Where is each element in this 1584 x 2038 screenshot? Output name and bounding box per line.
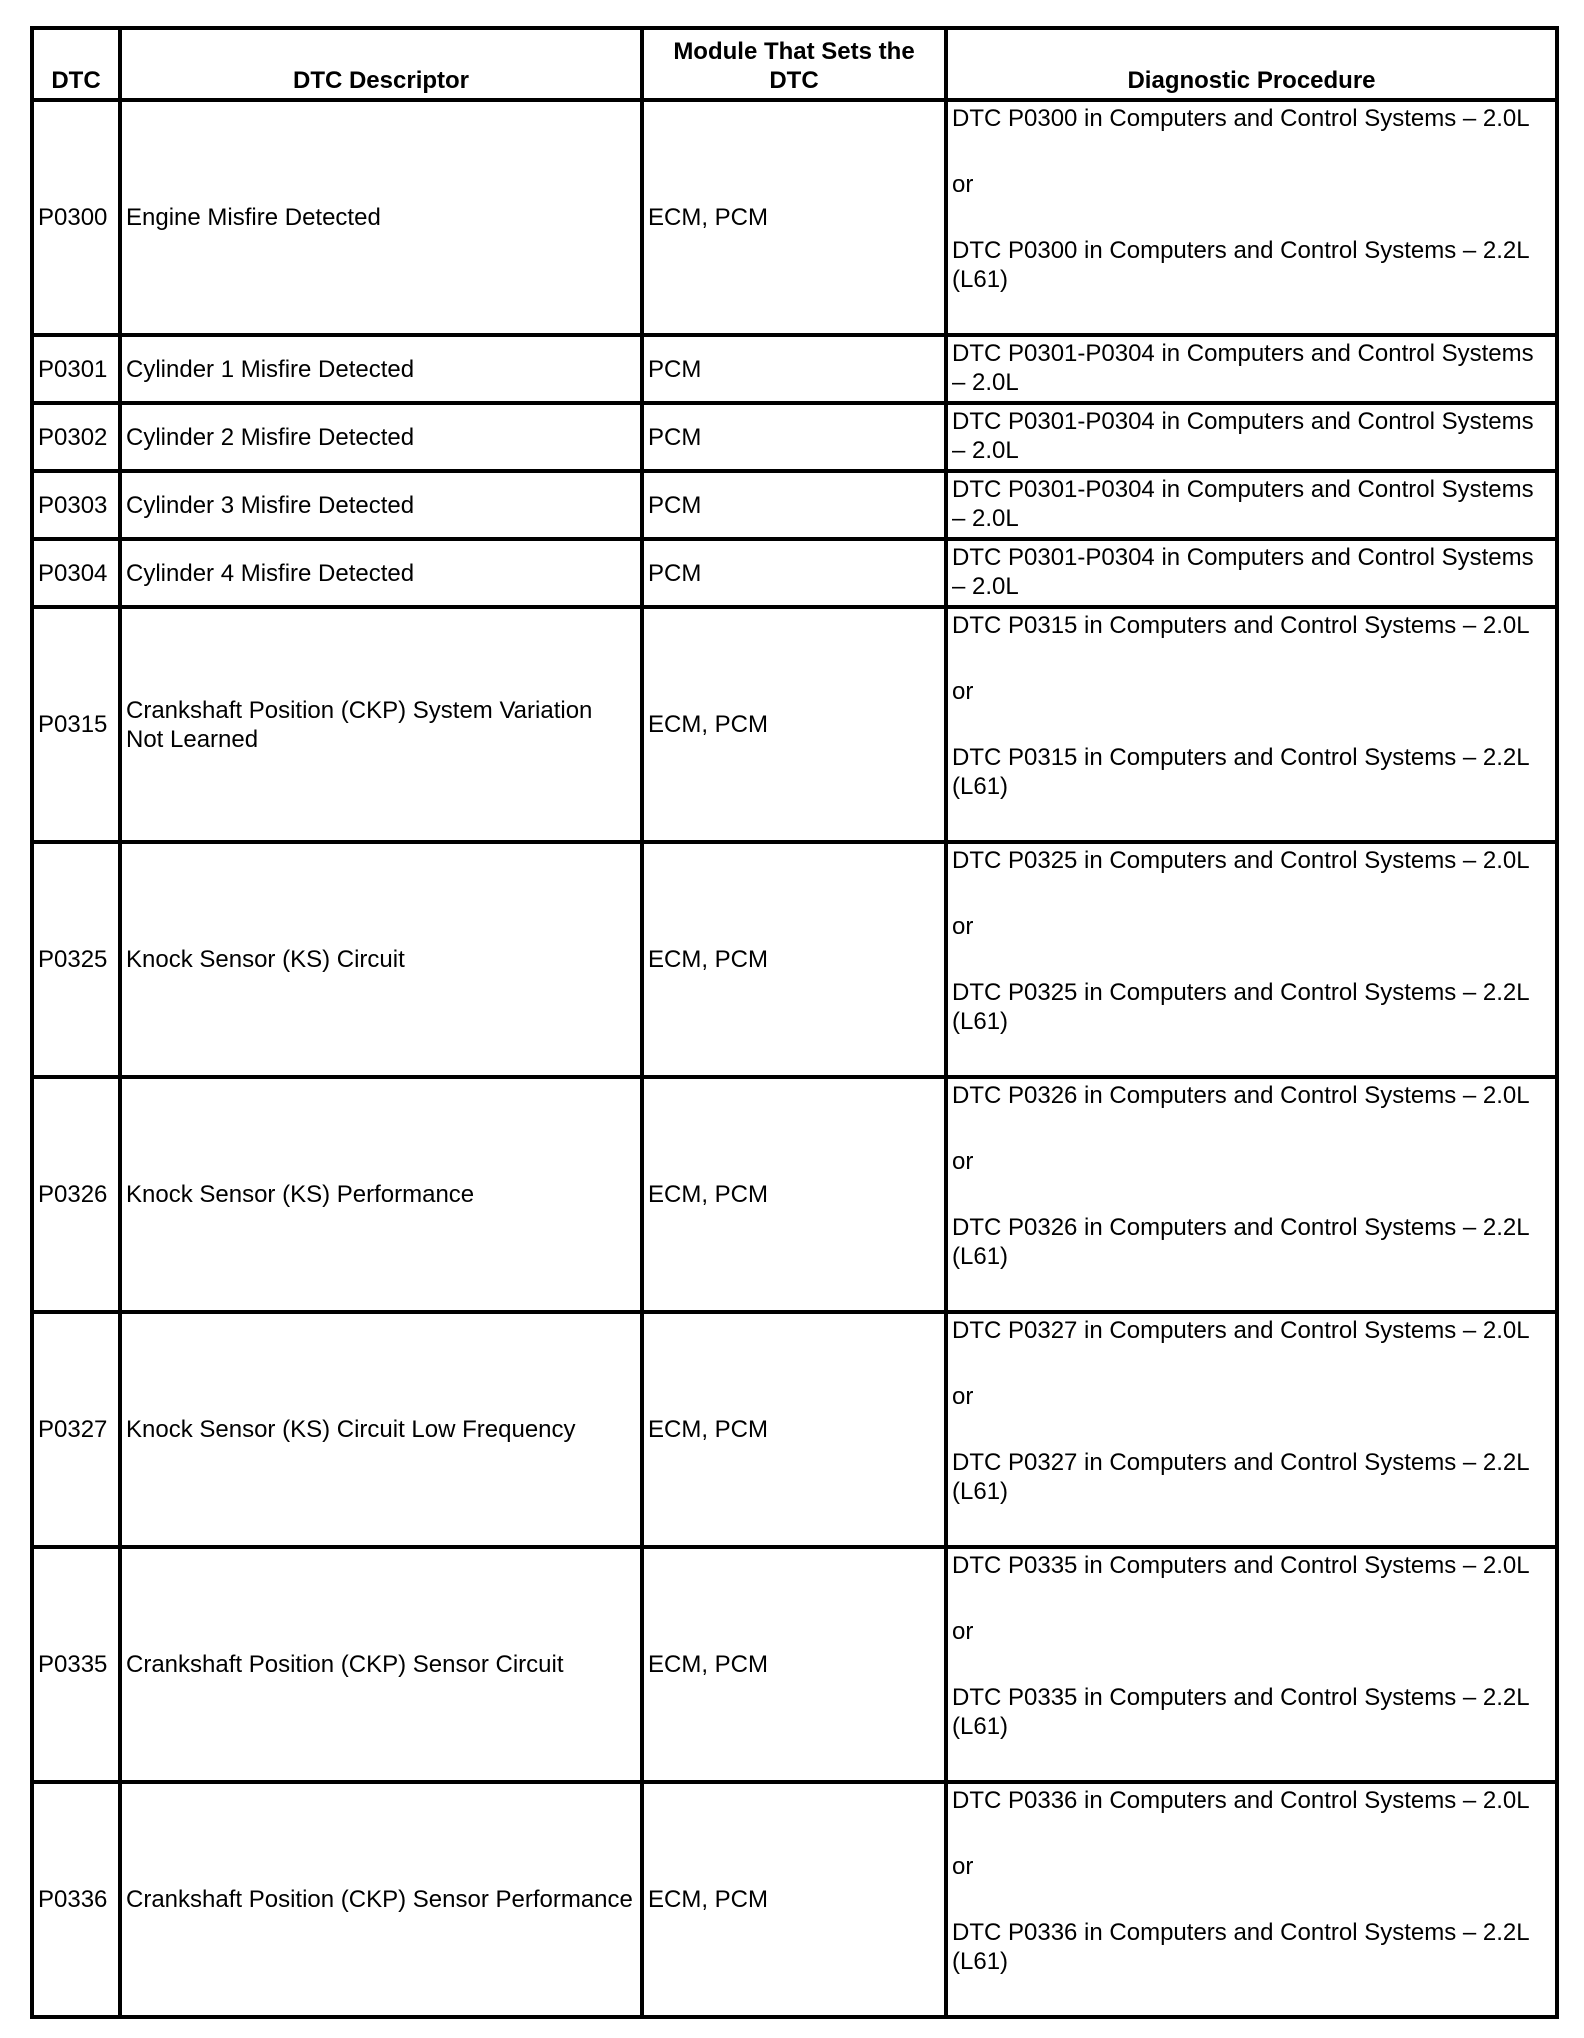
table-row xyxy=(32,1077,1557,1312)
or-separator: or xyxy=(952,1383,974,1410)
diagnostic-procedure-cell xyxy=(946,607,1557,842)
spacer xyxy=(952,941,1551,978)
procedure-link-text: DTC P0335 in Computers and Control Systems – 2.2L (L61) xyxy=(952,1684,1529,1740)
diagnostic-procedure-cell xyxy=(946,1077,1557,1312)
diagnostic-procedure-cell xyxy=(946,471,1557,539)
procedure-link-text: DTC P0300 in Computers and Control Systems – 2.0L xyxy=(952,105,1530,132)
or-separator: or xyxy=(952,1148,974,1175)
module-cell: PCM xyxy=(642,539,946,607)
diagnostic-procedure-cell xyxy=(946,1782,1557,2017)
dtc-descriptor-cell: Cylinder 3 Misfire Detected xyxy=(120,471,642,539)
spacer xyxy=(952,133,1551,170)
procedure-link-text: DTC P0327 in Computers and Control Systems – 2.0L xyxy=(952,1317,1530,1344)
dtc-descriptor-cell: Knock Sensor (KS) Performance xyxy=(120,1077,642,1312)
procedure-link-text: DTC P0325 in Computers and Control Systems – 2.0L xyxy=(952,847,1530,874)
dtc-code-cell: P0315 xyxy=(32,607,120,842)
module-cell: ECM, PCM xyxy=(642,1312,946,1547)
spacer xyxy=(952,706,1551,743)
spacer xyxy=(952,1580,1551,1617)
dtc-table xyxy=(30,26,1559,2019)
procedure-link-text: DTC P0301-P0304 in Computers and Control Systems – 2.0L xyxy=(952,476,1534,532)
dtc-descriptor-cell: Cylinder 2 Misfire Detected xyxy=(120,403,642,471)
procedure-link-text: DTC P0327 in Computers and Control Systems – 2.2L (L61) xyxy=(952,1449,1529,1505)
header-descriptor: DTC Descriptor xyxy=(120,28,642,100)
procedure-link-text: DTC P0336 in Computers and Control Systems – 2.0L xyxy=(952,1787,1530,1814)
spacer xyxy=(952,1110,1551,1147)
diagnostic-procedure-cell xyxy=(946,842,1557,1077)
table-body xyxy=(32,100,1557,2017)
or-separator: or xyxy=(952,1853,974,1880)
dtc-code-cell: P0326 xyxy=(32,1077,120,1312)
diagnostic-procedure-cell xyxy=(946,100,1557,335)
dtc-code-cell: P0335 xyxy=(32,1547,120,1782)
diagnostic-procedure-cell xyxy=(946,1312,1557,1547)
table-row xyxy=(32,607,1557,842)
spacer xyxy=(952,1176,1551,1213)
dtc-descriptor-cell: Cylinder 1 Misfire Detected xyxy=(120,335,642,403)
or-separator: or xyxy=(952,1618,974,1645)
table-row xyxy=(32,335,1557,403)
table-row xyxy=(32,403,1557,471)
dtc-descriptor-cell: Crankshaft Position (CKP) Sensor Performance xyxy=(120,1782,642,2017)
table-row xyxy=(32,471,1557,539)
or-separator: or xyxy=(952,913,974,940)
dtc-code-cell: P0336 xyxy=(32,1782,120,2017)
header-procedure: Diagnostic Procedure xyxy=(946,28,1557,100)
header-module: Module That Sets the DTC xyxy=(642,28,946,100)
dtc-code-cell: P0302 xyxy=(32,403,120,471)
module-cell: ECM, PCM xyxy=(642,1547,946,1782)
module-cell: PCM xyxy=(642,335,946,403)
spacer xyxy=(952,199,1551,236)
module-cell: ECM, PCM xyxy=(642,842,946,1077)
diagnostic-procedure-cell xyxy=(946,335,1557,403)
procedure-link-text: DTC P0301-P0304 in Computers and Control Systems – 2.0L xyxy=(952,544,1534,600)
header-dtc: DTC xyxy=(32,28,120,100)
diagnostic-procedure-cell xyxy=(946,1547,1557,1782)
diagnostic-procedure-cell xyxy=(946,403,1557,471)
table-row xyxy=(32,100,1557,335)
module-cell: ECM, PCM xyxy=(642,100,946,335)
or-separator: or xyxy=(952,171,974,198)
dtc-descriptor-cell: Engine Misfire Detected xyxy=(120,100,642,335)
diagnostic-procedure-cell xyxy=(946,539,1557,607)
dtc-code-cell: P0304 xyxy=(32,539,120,607)
table-row xyxy=(32,1782,1557,2017)
spacer xyxy=(952,640,1551,677)
module-cell: ECM, PCM xyxy=(642,607,946,842)
dtc-descriptor-cell: Knock Sensor (KS) Circuit xyxy=(120,842,642,1077)
procedure-link-text: DTC P0325 in Computers and Control Systems – 2.2L (L61) xyxy=(952,979,1529,1035)
spacer xyxy=(952,1815,1551,1852)
procedure-link-text: DTC P0335 in Computers and Control Systems – 2.0L xyxy=(952,1552,1530,1579)
dtc-descriptor-cell: Crankshaft Position (CKP) System Variation Not Learned xyxy=(120,607,642,842)
spacer xyxy=(952,1881,1551,1918)
table-row xyxy=(32,1547,1557,1782)
procedure-link-text: DTC P0301-P0304 in Computers and Control Systems – 2.0L xyxy=(952,340,1534,396)
table-row xyxy=(32,1312,1557,1547)
table-row xyxy=(32,842,1557,1077)
dtc-descriptor-cell: Crankshaft Position (CKP) Sensor Circuit xyxy=(120,1547,642,1782)
or-separator: or xyxy=(952,678,974,705)
spacer xyxy=(952,1646,1551,1683)
procedure-link-text: DTC P0326 in Computers and Control Systems – 2.2L (L61) xyxy=(952,1214,1529,1270)
spacer xyxy=(952,875,1551,912)
dtc-code-cell: P0327 xyxy=(32,1312,120,1547)
module-cell: PCM xyxy=(642,403,946,471)
dtc-code-cell: P0301 xyxy=(32,335,120,403)
module-cell: PCM xyxy=(642,471,946,539)
dtc-code-cell: P0303 xyxy=(32,471,120,539)
procedure-link-text: DTC P0336 in Computers and Control Systems – 2.2L (L61) xyxy=(952,1919,1529,1975)
procedure-link-text: DTC P0301-P0304 in Computers and Control Systems – 2.0L xyxy=(952,408,1534,464)
dtc-code-cell: P0325 xyxy=(32,842,120,1077)
procedure-link-text: DTC P0315 in Computers and Control Systems – 2.0L xyxy=(952,612,1530,639)
module-cell: ECM, PCM xyxy=(642,1782,946,2017)
spacer xyxy=(952,1345,1551,1382)
header-row xyxy=(32,28,1557,100)
procedure-link-text: DTC P0315 in Computers and Control Systems – 2.2L (L61) xyxy=(952,744,1529,800)
dtc-code-cell: P0300 xyxy=(32,100,120,335)
module-cell: ECM, PCM xyxy=(642,1077,946,1312)
procedure-link-text: DTC P0300 in Computers and Control Systems – 2.2L (L61) xyxy=(952,237,1529,293)
table-row xyxy=(32,539,1557,607)
dtc-descriptor-cell: Knock Sensor (KS) Circuit Low Frequency xyxy=(120,1312,642,1547)
procedure-link-text: DTC P0326 in Computers and Control Systems – 2.0L xyxy=(952,1082,1530,1109)
dtc-descriptor-cell: Cylinder 4 Misfire Detected xyxy=(120,539,642,607)
spacer xyxy=(952,1411,1551,1448)
